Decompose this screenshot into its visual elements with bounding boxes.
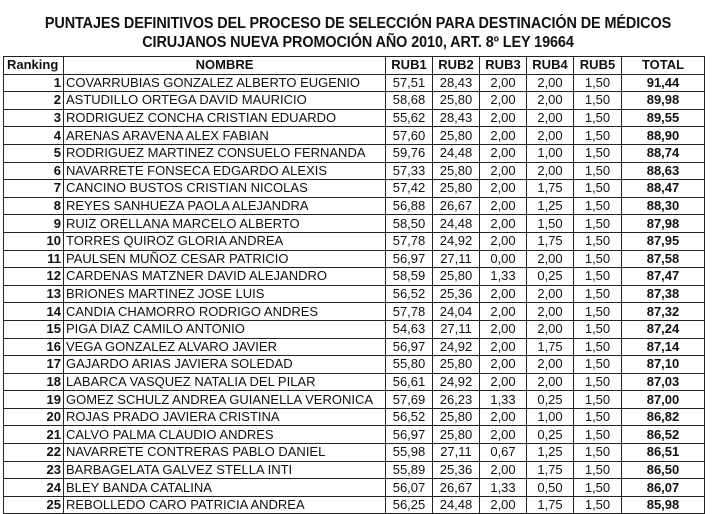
rub5-cell: 1,50 [574, 408, 622, 426]
total-cell: 86,50 [622, 461, 705, 479]
table-row [4, 496, 705, 514]
rub4-cell: 2,00 [527, 373, 574, 391]
rub2-cell: 26,67 [433, 197, 480, 215]
rub2-cell: 27,11 [433, 250, 480, 268]
rub1-cell: 55,80 [386, 356, 433, 374]
rub2-cell: 25,80 [433, 180, 480, 198]
rub3-cell: 2,00 [480, 356, 527, 374]
rub3-cell: 1,33 [480, 391, 527, 409]
rub4-cell: 0,25 [527, 426, 574, 444]
rub2-cell: 25,36 [433, 285, 480, 303]
rub3-cell: 2,00 [480, 109, 527, 127]
total-cell: 86,51 [622, 444, 705, 462]
table-row [4, 303, 705, 321]
rub4-cell: 2,00 [527, 303, 574, 321]
rub5-cell: 1,50 [574, 215, 622, 233]
rub2-cell: 25,80 [433, 268, 480, 286]
rub1-cell: 57,60 [386, 127, 433, 145]
rank-cell: 10 [4, 232, 64, 250]
rub2-cell: 25,80 [433, 162, 480, 180]
name-cell: GOMEZ SCHULZ ANDREA GUIANELLA VERONICA [64, 391, 386, 409]
rub4-cell: 0,50 [527, 479, 574, 497]
name-cell: CARDENAS MATZNER DAVID ALEJANDRO [64, 268, 386, 286]
rub5-cell: 1,50 [574, 180, 622, 198]
rub3-cell: 2,00 [480, 232, 527, 250]
rub5-cell: 1,50 [574, 303, 622, 321]
name-cell: ROJAS PRADO JAVIERA CRISTINA [64, 408, 386, 426]
total-cell: 87,00 [622, 391, 705, 409]
rub5-cell: 1,50 [574, 338, 622, 356]
name-cell: COVARRUBIAS GONZALEZ ALBERTO EUGENIO [64, 74, 386, 92]
header-rub5: RUB5 [574, 57, 622, 75]
rank-cell: 1 [4, 74, 64, 92]
total-cell: 86,52 [622, 426, 705, 444]
rank-cell: 20 [4, 408, 64, 426]
header-rub1: RUB1 [386, 57, 433, 75]
rub1-cell: 57,51 [386, 74, 433, 92]
rub4-cell: 2,00 [527, 109, 574, 127]
rub3-cell: 2,00 [480, 408, 527, 426]
name-cell: RODRIGUEZ CONCHA CRISTIAN EDUARDO [64, 109, 386, 127]
rank-cell: 7 [4, 180, 64, 198]
table-row [4, 162, 705, 180]
rub2-cell: 24,04 [433, 303, 480, 321]
rub5-cell: 1,50 [574, 426, 622, 444]
rub5-cell: 1,50 [574, 496, 622, 514]
rub3-cell: 2,00 [480, 320, 527, 338]
rank-cell: 16 [4, 338, 64, 356]
rub1-cell: 56,52 [386, 408, 433, 426]
rub5-cell: 1,50 [574, 92, 622, 110]
rub5-cell: 1,50 [574, 232, 622, 250]
rub4-cell: 1,75 [527, 496, 574, 514]
table-row [4, 74, 705, 92]
rank-cell: 5 [4, 144, 64, 162]
rub4-cell: 2,00 [527, 320, 574, 338]
rub3-cell: 2,00 [480, 215, 527, 233]
rub5-cell: 1,50 [574, 285, 622, 303]
table-row [4, 109, 705, 127]
total-cell: 87,14 [622, 338, 705, 356]
table-row [4, 268, 705, 286]
rub2-cell: 26,67 [433, 479, 480, 497]
rub4-cell: 0,25 [527, 268, 574, 286]
rub4-cell: 0,25 [527, 391, 574, 409]
rub2-cell: 27,11 [433, 320, 480, 338]
rub5-cell: 1,50 [574, 356, 622, 374]
name-cell: ARENAS ARAVENA ALEX FABIAN [64, 127, 386, 145]
rub3-cell: 2,00 [480, 426, 527, 444]
rub3-cell: 0,00 [480, 250, 527, 268]
rub4-cell: 1,75 [527, 180, 574, 198]
rub3-cell: 2,00 [480, 285, 527, 303]
name-cell: NAVARRETE CONTRERAS PABLO DANIEL [64, 444, 386, 462]
rank-cell: 24 [4, 479, 64, 497]
rub1-cell: 56,07 [386, 479, 433, 497]
rub2-cell: 28,43 [433, 109, 480, 127]
rub4-cell: 2,00 [527, 250, 574, 268]
table-row [4, 215, 705, 233]
rub1-cell: 58,50 [386, 215, 433, 233]
total-cell: 91,44 [622, 74, 705, 92]
rank-cell: 13 [4, 285, 64, 303]
rub4-cell: 1,25 [527, 444, 574, 462]
total-cell: 88,90 [622, 127, 705, 145]
table-row [4, 250, 705, 268]
rank-cell: 25 [4, 496, 64, 514]
table-header-row [4, 57, 705, 75]
total-cell: 87,03 [622, 373, 705, 391]
rub5-cell: 1,50 [574, 74, 622, 92]
rub3-cell: 1,33 [480, 479, 527, 497]
name-cell: RUIZ ORELLANA MARCELO ALBERTO [64, 215, 386, 233]
table-row [4, 461, 705, 479]
rub4-cell: 2,00 [527, 74, 574, 92]
rub4-cell: 2,00 [527, 356, 574, 374]
total-cell: 87,58 [622, 250, 705, 268]
rub5-cell: 1,50 [574, 373, 622, 391]
rub1-cell: 58,68 [386, 92, 433, 110]
rub2-cell: 25,80 [433, 92, 480, 110]
rub4-cell: 2,00 [527, 127, 574, 145]
rub5-cell: 1,50 [574, 127, 622, 145]
rub2-cell: 24,48 [433, 215, 480, 233]
rank-cell: 14 [4, 303, 64, 321]
name-cell: LABARCA VASQUEZ NATALIA DEL PILAR [64, 373, 386, 391]
name-cell: PIGA DIAZ CAMILO ANTONIO [64, 320, 386, 338]
rub5-cell: 1,50 [574, 320, 622, 338]
rank-cell: 22 [4, 444, 64, 462]
rank-cell: 6 [4, 162, 64, 180]
total-cell: 87,47 [622, 268, 705, 286]
rank-cell: 23 [4, 461, 64, 479]
rank-cell: 12 [4, 268, 64, 286]
rub4-cell: 1,75 [527, 232, 574, 250]
table-row [4, 479, 705, 497]
total-cell: 88,74 [622, 144, 705, 162]
rub4-cell: 2,00 [527, 92, 574, 110]
total-cell: 86,82 [622, 408, 705, 426]
rub5-cell: 1,50 [574, 444, 622, 462]
rub2-cell: 24,48 [433, 144, 480, 162]
rank-cell: 4 [4, 127, 64, 145]
name-cell: VEGA GONZALEZ ALVARO JAVIER [64, 338, 386, 356]
total-cell: 87,95 [622, 232, 705, 250]
rub5-cell: 1,50 [574, 144, 622, 162]
rub3-cell: 2,00 [480, 92, 527, 110]
rub1-cell: 57,78 [386, 232, 433, 250]
rub1-cell: 56,97 [386, 338, 433, 356]
total-cell: 88,63 [622, 162, 705, 180]
rub2-cell: 26,23 [433, 391, 480, 409]
rub2-cell: 24,92 [433, 338, 480, 356]
header-rub4: RUB4 [527, 57, 574, 75]
name-cell: REYES SANHUEZA PAOLA ALEJANDRA [64, 197, 386, 215]
rub4-cell: 2,00 [527, 285, 574, 303]
rub3-cell: 2,00 [480, 127, 527, 145]
total-cell: 88,47 [622, 180, 705, 198]
header-rub2: RUB2 [433, 57, 480, 75]
total-cell: 85,98 [622, 496, 705, 514]
rub1-cell: 55,98 [386, 444, 433, 462]
rub1-cell: 56,25 [386, 496, 433, 514]
rub1-cell: 57,42 [386, 180, 433, 198]
table-row [4, 232, 705, 250]
name-cell: CANCINO BUSTOS CRISTIAN NICOLAS [64, 180, 386, 198]
total-cell: 88,30 [622, 197, 705, 215]
rub1-cell: 55,89 [386, 461, 433, 479]
rub4-cell: 1,75 [527, 338, 574, 356]
rank-cell: 11 [4, 250, 64, 268]
rub1-cell: 56,52 [386, 285, 433, 303]
name-cell: GAJARDO ARIAS JAVIERA SOLEDAD [64, 356, 386, 374]
document-title [25, 14, 691, 52]
name-cell: PAULSEN MUÑOZ CESAR PATRICIO [64, 250, 386, 268]
rub4-cell: 2,00 [527, 162, 574, 180]
rub1-cell: 54,63 [386, 320, 433, 338]
total-cell: 89,55 [622, 109, 705, 127]
table-row [4, 408, 705, 426]
table-row [4, 444, 705, 462]
rub5-cell: 1,50 [574, 461, 622, 479]
rub1-cell: 57,33 [386, 162, 433, 180]
rub3-cell: 2,00 [480, 74, 527, 92]
rub4-cell: 1,00 [527, 408, 574, 426]
rub2-cell: 28,43 [433, 74, 480, 92]
scores-table [3, 56, 705, 514]
name-cell: RODRIGUEZ MARTINEZ CONSUELO FERNANDA [64, 144, 386, 162]
rub2-cell: 25,80 [433, 408, 480, 426]
rub3-cell: 2,00 [480, 496, 527, 514]
rub3-cell: 2,00 [480, 373, 527, 391]
rub1-cell: 57,69 [386, 391, 433, 409]
rub1-cell: 58,59 [386, 268, 433, 286]
rub1-cell: 56,61 [386, 373, 433, 391]
rub5-cell: 1,50 [574, 479, 622, 497]
header-rub3: RUB3 [480, 57, 527, 75]
table-row [4, 373, 705, 391]
total-cell: 89,98 [622, 92, 705, 110]
table-row [4, 197, 705, 215]
rub5-cell: 1,50 [574, 268, 622, 286]
rub5-cell: 1,50 [574, 250, 622, 268]
rank-cell: 3 [4, 109, 64, 127]
table-row [4, 127, 705, 145]
rub4-cell: 1,25 [527, 197, 574, 215]
total-cell: 86,07 [622, 479, 705, 497]
rub3-cell: 2,00 [480, 338, 527, 356]
rank-cell: 2 [4, 92, 64, 110]
rub2-cell: 25,80 [433, 127, 480, 145]
name-cell: CANDIA CHAMORRO RODRIGO ANDRES [64, 303, 386, 321]
name-cell: ASTUDILLO ORTEGA DAVID MAURICIO [64, 92, 386, 110]
name-cell: REBOLLEDO CARO PATRICIA ANDREA [64, 496, 386, 514]
table-row [4, 320, 705, 338]
rub2-cell: 24,48 [433, 496, 480, 514]
table-body [4, 74, 705, 514]
header-total: TOTAL [622, 57, 705, 75]
table-row [4, 356, 705, 374]
rub5-cell: 1,50 [574, 109, 622, 127]
rank-cell: 15 [4, 320, 64, 338]
title-line-2: CIRUJANOS NUEVA PROMOCIÓN AÑO 2010, ART. 8º LEY 19664 [142, 34, 574, 51]
name-cell: CALVO PALMA CLAUDIO ANDRES [64, 426, 386, 444]
rub2-cell: 25,36 [433, 461, 480, 479]
total-cell: 87,98 [622, 215, 705, 233]
table-row [4, 180, 705, 198]
rank-cell: 17 [4, 356, 64, 374]
rub5-cell: 1,50 [574, 197, 622, 215]
rub2-cell: 27,11 [433, 444, 480, 462]
rub3-cell: 2,00 [480, 197, 527, 215]
table-row [4, 391, 705, 409]
rub1-cell: 57,78 [386, 303, 433, 321]
total-cell: 87,10 [622, 356, 705, 374]
rank-cell: 18 [4, 373, 64, 391]
table-row [4, 92, 705, 110]
table-row [4, 285, 705, 303]
name-cell: BARBAGELATA GALVEZ STELLA INTI [64, 461, 386, 479]
rank-cell: 21 [4, 426, 64, 444]
table-row [4, 426, 705, 444]
rub3-cell: 0,67 [480, 444, 527, 462]
rub1-cell: 56,88 [386, 197, 433, 215]
rub1-cell: 56,97 [386, 250, 433, 268]
table-row [4, 338, 705, 356]
rub3-cell: 2,00 [480, 461, 527, 479]
rank-cell: 8 [4, 197, 64, 215]
rub5-cell: 1,50 [574, 162, 622, 180]
rub3-cell: 1,33 [480, 268, 527, 286]
name-cell: BLEY BANDA CATALINA [64, 479, 386, 497]
title-line-1: PUNTAJES DEFINITIVOS DEL PROCESO DE SELECCIÓN PARA DESTINACIÓN DE MÉDICOS [44, 15, 672, 32]
header-nombre: NOMBRE [64, 57, 386, 75]
rub3-cell: 2,00 [480, 303, 527, 321]
rub2-cell: 25,80 [433, 426, 480, 444]
rub3-cell: 2,00 [480, 144, 527, 162]
name-cell: NAVARRETE FONSECA EDGARDO ALEXIS [64, 162, 386, 180]
rub1-cell: 59,76 [386, 144, 433, 162]
header-ranking: Ranking [4, 57, 64, 75]
total-cell: 87,24 [622, 320, 705, 338]
rub2-cell: 24,92 [433, 373, 480, 391]
total-cell: 87,38 [622, 285, 705, 303]
rub5-cell: 1,50 [574, 391, 622, 409]
rub4-cell: 1,00 [527, 144, 574, 162]
table-row [4, 144, 705, 162]
name-cell: BRIONES MARTINEZ JOSE LUIS [64, 285, 386, 303]
rub3-cell: 2,00 [480, 162, 527, 180]
rub4-cell: 1,75 [527, 461, 574, 479]
rub3-cell: 2,00 [480, 180, 527, 198]
rub2-cell: 25,80 [433, 356, 480, 374]
rank-cell: 19 [4, 391, 64, 409]
rub1-cell: 55,62 [386, 109, 433, 127]
name-cell: TORRES QUIROZ GLORIA ANDREA [64, 232, 386, 250]
total-cell: 87,32 [622, 303, 705, 321]
rub1-cell: 56,97 [386, 426, 433, 444]
rub2-cell: 24,92 [433, 232, 480, 250]
rank-cell: 9 [4, 215, 64, 233]
rub4-cell: 1,50 [527, 215, 574, 233]
